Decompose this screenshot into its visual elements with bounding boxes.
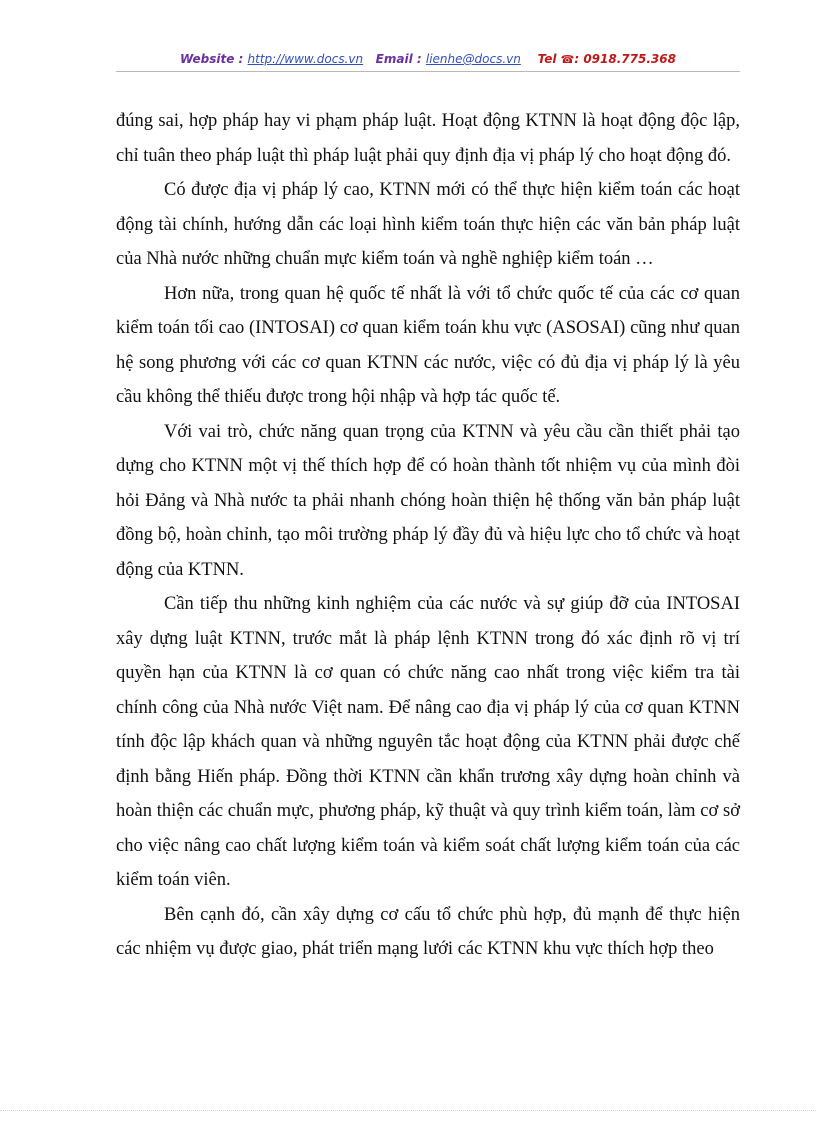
paragraph: Bên cạnh đó, cần xây dựng cơ cấu tổ chức phù hợp, đủ mạnh để thực hiện các nhiệm vụ được giao, phát triển mạng lưới các KTNN khu vực thích hợp theo: [116, 904, 740, 959]
page-header: [116, 49, 740, 72]
paragraph: Có được địa vị pháp lý cao, KTNN mới có thể thực hiện kiểm toán các hoạt động tài chính, hướng dẫn các loại hình kiểm toán thực hiện các văn bản pháp luật của Nhà nước những chuẩn mực kiểm toán và nghề nghiệp kiểm toán …: [116, 180, 740, 269]
tel-number: : 0918.775.368: [574, 52, 676, 66]
paragraph: đúng sai, hợp pháp hay vi phạm pháp luật. Hoạt động KTNN là hoạt động độc lập, chỉ tuân theo pháp luật thì pháp luật phải quy định địa vị pháp lý cho hoạt động đó.: [116, 111, 740, 166]
document-body: [116, 104, 740, 967]
email-label: Email :: [375, 52, 422, 66]
website-link[interactable]: http://www.docs.vn: [247, 52, 364, 66]
page-bottom-border: [0, 1110, 816, 1111]
paragraph: Cần tiếp thu những kinh nghiệm của các nước và sự giúp đỡ của INTOSAI xây dựng luật KTNN, trước mắt là pháp lệnh KTNN trong đó xác định rõ vị trí quyền hạn của KTNN là cơ quan có chức năng cao nhất trong việc kiểm tra tài chính công của Nhà nước Việt nam. Để nâng cao địa vị pháp lý của cơ quan KTNN tính độc lập khách quan và những nguyên tắc hoạt động của KTNN phải được chế định bằng Hiến pháp. Đồng thời KTNN cần khẩn trương xây dựng hoàn chỉnh và hoàn thiện các chuẩn mực, phương pháp, kỹ thuật và quy trình kiểm toán, làm cơ sở cho việc nâng cao chất lượng kiểm toán và kiểm soát chất lượng kiểm toán của các kiểm toán viên.: [116, 594, 740, 890]
website-label: Website :: [180, 52, 244, 66]
paragraph: Hơn nữa, trong quan hệ quốc tế nhất là với tổ chức quốc tế của các cơ quan kiểm toán tối cao (INTOSAI) cơ quan kiểm toán khu vực (ASOSAI) cũng như quan hệ song phương với các cơ quan KTNN các nước, việc có đủ địa vị pháp lý là yêu cầu không thể thiếu được trong hội nhập và hợp tác quốc tế.: [116, 283, 740, 407]
paragraph: Với vai trò, chức năng quan trọng của KTNN và yêu cầu cần thiết phải tạo dựng cho KTNN một vị thế thích hợp để có hoàn thành tốt nhiệm vụ của mình đòi hỏi Đảng và Nhà nước ta phải nhanh chóng hoàn thiện hệ thống văn bản pháp luật đồng bộ, hoàn chỉnh, tạo môi trường pháp lý đầy đủ và hiệu lực cho tổ chức và hoạt động của KTNN.: [116, 421, 740, 580]
tel-label: Tel: [537, 52, 557, 66]
phone-icon: ☎: [560, 53, 575, 66]
email-link[interactable]: lienhe@docs.vn: [425, 52, 521, 66]
